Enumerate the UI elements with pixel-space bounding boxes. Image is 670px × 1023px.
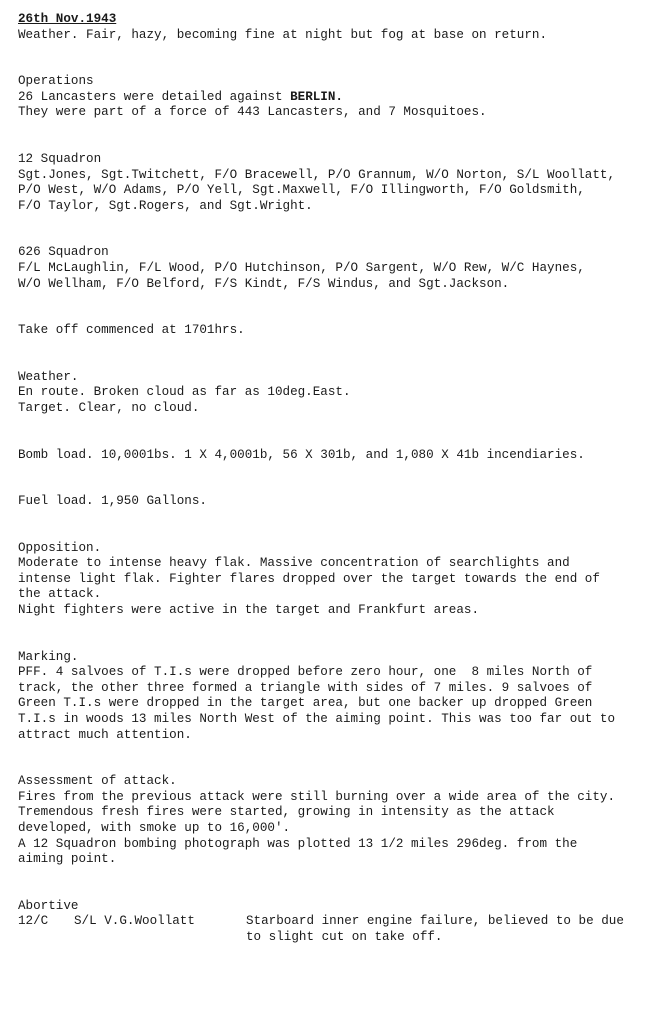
abortive-reason-line: to slight cut on take off. xyxy=(246,929,443,944)
operations-target: BERLIN. xyxy=(290,89,343,104)
opposition-heading: Opposition. xyxy=(18,540,102,555)
marking-heading: Marking. xyxy=(18,649,79,664)
marking-line: Green T.I.s were dropped in the target area, but one backer up dropped Green xyxy=(18,696,593,711)
operations-detail xyxy=(18,90,663,106)
squadron-626-crew-line: W/O Wellham, F/O Belford, F/S Kindt, F/S Windus, and Sgt.Jackson. xyxy=(18,276,510,291)
assessment-line: Fires from the previous attack were still burning over a wide area of the city. xyxy=(18,789,616,804)
assessment-line: A 12 Squadron bombing photograph was plotted 13 1/2 miles 296deg. from the xyxy=(18,836,578,851)
operations-heading: Operations xyxy=(18,74,94,89)
marking-line: PFF. 4 salvoes of T.I.s were dropped before zero hour, one 8 miles North of xyxy=(18,665,593,680)
assessment-line: developed, with smoke up to 16,000'. xyxy=(18,821,291,835)
assessment-heading: Assessment of attack. xyxy=(18,774,177,789)
opposition-line: Night fighters were active in the target and Frankfurt areas. xyxy=(18,603,480,618)
squadron-12-crew-line: F/O Taylor, Sgt.Rogers, and Sgt.Wright. xyxy=(18,198,313,213)
squadron-626-heading: 626 Squadron xyxy=(18,245,109,260)
weather-heading: Weather. xyxy=(18,369,79,384)
squadron-12-heading: 12 Squadron xyxy=(18,151,102,166)
bomb-load: Bomb load. 10,0001bs. 1 X 4,0001b, 56 X 301b, and 1,080 X 41b incendiaries. xyxy=(18,447,585,462)
opposition-line: Moderate to intense heavy flak. Massive concentration of searchlights and xyxy=(18,556,570,571)
marking-line: attract much attention. xyxy=(18,727,192,742)
operations-force: They were part of a force of 443 Lancasters, and 7 Mosquitoes. xyxy=(18,105,487,120)
assessment-line: aiming point. xyxy=(18,852,117,867)
weather-en-route: En route. Broken cloud as far as 10deg.East. xyxy=(18,385,351,400)
abortive-pilot: S/L V.G.Woollatt xyxy=(74,914,195,929)
fuel-load: Fuel load. 1,950 Gallons. xyxy=(18,494,207,509)
abortive-reason xyxy=(246,914,663,945)
operations-record-page xyxy=(18,12,663,946)
opposition-line: intense light flak. Fighter flares dropped over the target towards the end of xyxy=(18,571,600,586)
marking-line: T.I.s in woods 13 miles North West of the aiming point. This was too far out to xyxy=(18,712,616,727)
assessment-line: Tremendous fresh fires were started, growing in intensity as the attack xyxy=(18,805,555,820)
weather-summary: Weather. Fair, hazy, becoming fine at night but fog at base on return. xyxy=(18,27,548,42)
squadron-12-crew-line: P/O West, W/O Adams, P/O Yell, Sgt.Maxwell, F/O Illingworth, F/O Goldsmith, xyxy=(18,183,585,198)
abortive-reason-line: Starboard inner engine failure, believed to be due xyxy=(246,914,624,929)
squadron-12-crew-line: Sgt.Jones, Sgt.Twitchett, F/O Bracewell, P/O Grannum, W/O Norton, S/L Woollatt, xyxy=(18,167,616,182)
opposition-line: the attack. xyxy=(18,587,102,602)
squadron-626-crew-line: F/L McLaughlin, F/L Wood, P/O Hutchinson, P/O Sargent, W/O Rew, W/C Haynes, xyxy=(18,260,585,275)
record-date: 26th Nov.1943 xyxy=(18,12,117,26)
operations-detail-prefix: 26 Lancasters were detailed against xyxy=(18,89,291,104)
weather-target: Target. Clear, no cloud. xyxy=(18,400,200,415)
abortive-heading: Abortive xyxy=(18,898,79,913)
takeoff-time: Take off commenced at 1701hrs. xyxy=(18,323,245,338)
abortive-entry xyxy=(18,914,663,945)
abortive-aircraft: 12/C xyxy=(18,914,49,929)
marking-line: track, the other three formed a triangle with sides of 7 miles. 9 salvoes of xyxy=(18,680,593,695)
